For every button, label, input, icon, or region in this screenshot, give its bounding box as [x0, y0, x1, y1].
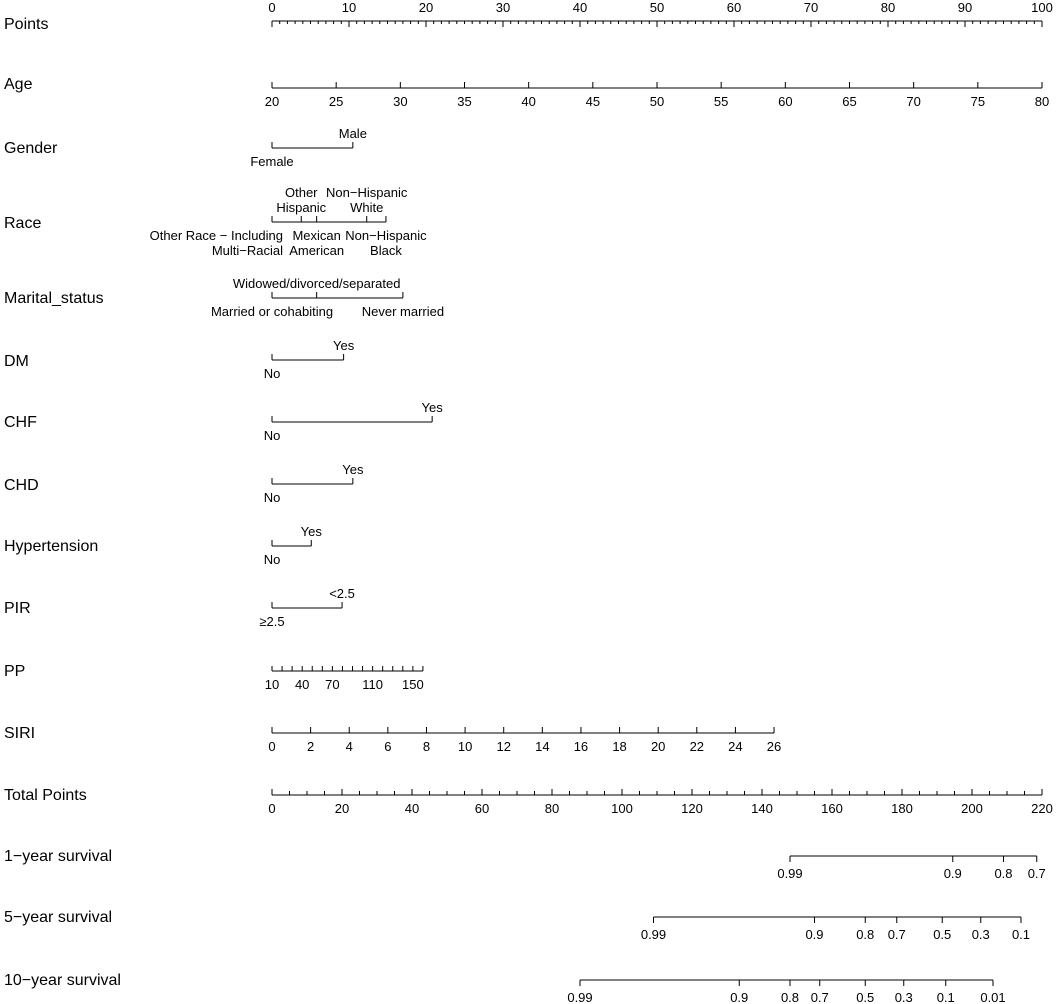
row-label-gender: Gender	[4, 140, 58, 157]
points-tick-label: 90	[957, 0, 973, 15]
siri-tick-label: 22	[689, 739, 705, 754]
survival-3-tick-label: 0.8	[780, 990, 800, 1004]
points-tick-label: 60	[726, 0, 742, 15]
points-tick-label: 10	[341, 0, 357, 15]
total-points-tick-label: 120	[681, 801, 703, 816]
race-level-label: Other Race − Including Multi−Racial	[149, 228, 283, 258]
survival-1-tick-label: 0.7	[1027, 866, 1046, 881]
htn-level-label: No	[263, 552, 281, 567]
survival-1-tick-label: 0.99	[777, 866, 803, 881]
dm-level-label: No	[263, 366, 281, 381]
survival-1-label: 1−year survival	[4, 848, 113, 865]
siri-tick-label: 16	[573, 739, 589, 754]
siri-tick-label: 6	[384, 739, 392, 754]
age-tick-label: 30	[393, 94, 408, 109]
race-level-label: Mexican American	[289, 228, 345, 258]
points-tick-label: 100	[1031, 0, 1053, 15]
total-points-tick-label: 60	[474, 801, 490, 816]
pp-tick-label: 150	[402, 677, 424, 692]
points-tick-label: 50	[649, 0, 665, 15]
survival-1-tick-label: 0.8	[994, 866, 1013, 881]
race-level-label: Non−Hispanic White	[326, 185, 408, 215]
survival-3-tick-label: 0.7	[810, 990, 829, 1004]
siri-tick-label: 24	[728, 739, 743, 754]
htn-level-label: Yes	[300, 524, 322, 539]
survival-2-tick-label: 0.9	[805, 927, 824, 942]
survival-2-tick-label: 0.7	[887, 927, 906, 942]
survival-2-tick-label: 0.3	[971, 927, 990, 942]
row-label-dm: DM	[4, 353, 29, 370]
pir-level-label: ≥2.5	[259, 614, 285, 629]
total-points-tick-label: 140	[751, 801, 773, 816]
siri-tick-label: 26	[766, 739, 782, 754]
age-tick-label: 65	[842, 94, 857, 109]
total-points-tick-label: 0	[268, 801, 276, 816]
survival-3-tick-label: 0.99	[567, 990, 593, 1004]
points-tick-label: 40	[572, 0, 588, 15]
survival-2-tick-label: 0.99	[640, 927, 667, 942]
age-tick-label: 75	[970, 94, 986, 109]
total-points-tick-label: 40	[404, 801, 420, 816]
row-label-points: Points	[4, 16, 49, 33]
age-tick-label: 45	[585, 94, 601, 109]
survival-3-tick-label: 0.3	[894, 990, 913, 1004]
survival-2-tick-label: 0.5	[933, 927, 952, 942]
age-tick-label: 60	[778, 94, 793, 109]
survival-3-tick-label: 0.5	[856, 990, 875, 1004]
points-tick-label: 30	[495, 0, 511, 15]
survival-2-tick-label: 0.1	[1011, 927, 1031, 942]
row-label-chf: CHF	[4, 414, 37, 431]
row-label-pp: PP	[4, 663, 26, 680]
siri-tick-label: 10	[457, 739, 473, 754]
siri-tick-label: 8	[422, 739, 431, 754]
pp-tick-label: 110	[362, 677, 383, 692]
marital-level-label: Never married	[361, 304, 445, 319]
points-tick-label: 80	[880, 0, 896, 15]
total-points-tick-label: 80	[544, 801, 560, 816]
survival-3-tick-label: 0.9	[730, 990, 749, 1004]
total-points-tick-label: 200	[961, 801, 983, 816]
pp-tick-label: 70	[325, 677, 340, 692]
siri-tick-label: 4	[345, 739, 353, 754]
total-points-tick-label: 180	[891, 801, 913, 816]
points-tick-label: 20	[418, 0, 434, 15]
race-level-label: Other Hispanic	[276, 185, 327, 215]
chf-level-label: Yes	[421, 400, 443, 415]
survival-2-tick-label: 0.8	[856, 927, 875, 942]
points-tick-label: 70	[803, 0, 819, 15]
siri-tick-label: 2	[307, 739, 315, 754]
chd-level-label: No	[263, 490, 281, 505]
siri-tick-label: 20	[650, 739, 666, 754]
age-tick-label: 80	[1034, 94, 1050, 109]
gender-level-label: Female	[250, 154, 294, 169]
siri-tick-label: 14	[535, 739, 550, 754]
chd-level-label: Yes	[342, 462, 364, 477]
points-tick-label: 0	[268, 0, 276, 15]
age-tick-label: 70	[906, 94, 921, 109]
row-label-pir: PIR	[4, 600, 31, 617]
survival-3-label: 10−year survival	[4, 972, 121, 989]
age-tick-label: 35	[457, 94, 472, 109]
survival-3-tick-label: 0.01	[980, 990, 1006, 1004]
pp-tick-label: 10	[264, 677, 280, 692]
age-tick-label: 50	[649, 94, 665, 109]
siri-tick-label: 18	[612, 739, 627, 754]
age-tick-label: 20	[264, 94, 280, 109]
siri-tick-label: 0	[268, 739, 276, 754]
pp-tick-label: 40	[294, 677, 310, 692]
marital-level-label: Widowed/divorced/separated	[232, 276, 401, 291]
total-points-tick-label: 20	[334, 801, 350, 816]
marital-level-label: Married or cohabiting	[210, 304, 334, 319]
row-label-marital: Marital_status	[4, 290, 104, 307]
total-points-tick-label: 220	[1031, 801, 1053, 816]
chf-level-label: No	[263, 428, 281, 443]
total-points-tick-label: 100	[611, 801, 633, 816]
pir-level-label: <2.5	[329, 586, 355, 601]
row-label-age: Age	[4, 76, 33, 93]
age-tick-label: 55	[713, 94, 729, 109]
row-label-siri: SIRI	[4, 725, 36, 742]
age-tick-label: 25	[328, 94, 344, 109]
survival-2-label: 5−year survival	[4, 909, 113, 926]
row-label-htn: Hypertension	[4, 538, 99, 555]
gender-level-label: Male	[338, 126, 367, 141]
row-label-chd: CHD	[4, 477, 39, 494]
survival-3-tick-label: 0.1	[936, 990, 955, 1004]
race-level-label: Non−Hispanic Black	[345, 228, 427, 258]
row-label-total-points: Total Points	[4, 787, 87, 804]
total-points-tick-label: 160	[821, 801, 843, 816]
dm-level-label: Yes	[333, 338, 355, 353]
age-tick-label: 40	[521, 94, 536, 109]
row-label-race: Race	[4, 215, 42, 232]
survival-1-tick-label: 0.9	[943, 866, 962, 881]
siri-tick-label: 12	[496, 739, 511, 754]
